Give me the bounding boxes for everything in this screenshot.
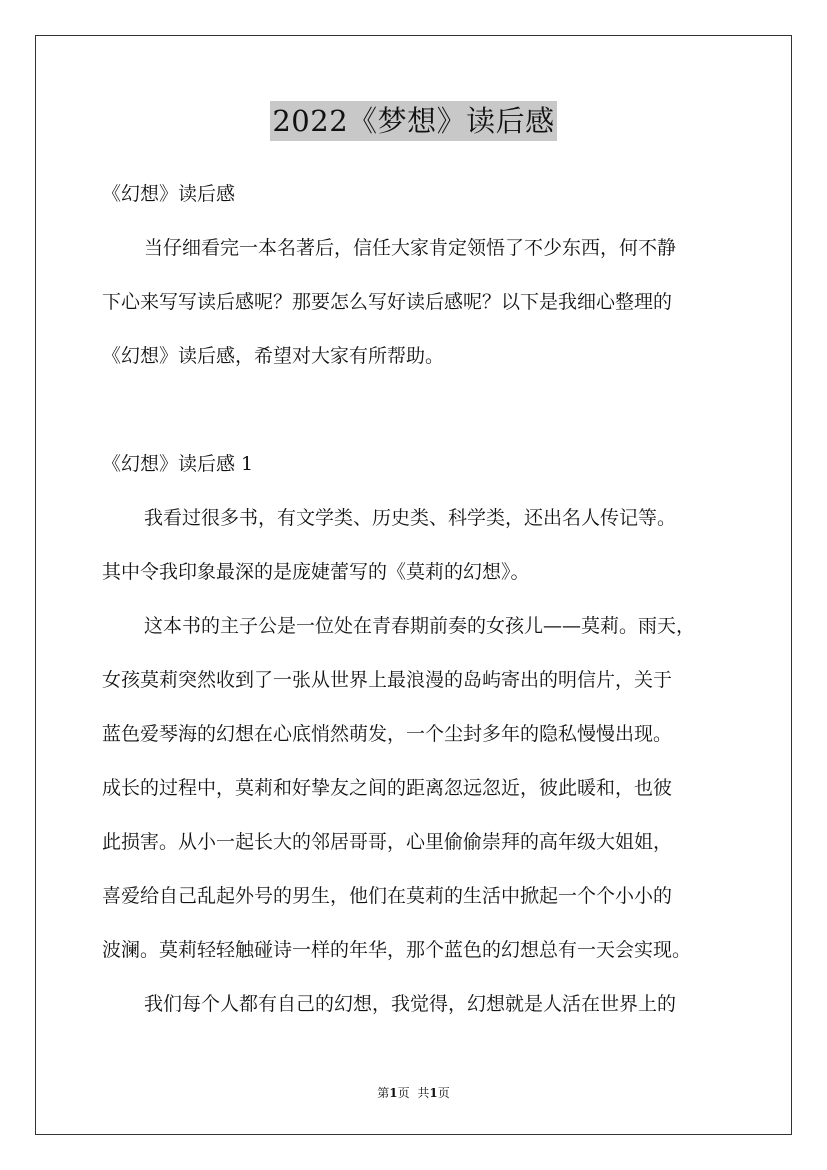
paragraph-line: 此损害。从小一起长大的邻居哥哥，心里偷偷崇拜的高年级大姐姐， [102,831,673,853]
intro-line: 当仔细看完一本名著后，信任大家肯定领悟了不少东西，何不静 [144,237,677,259]
paragraph-line: 成长的过程中，莫莉和好挚友之间的距离忽远忽近，彼此暖和，也彼 [102,777,673,799]
paragraph-line: 这本书的主子公是一位处在青春期前奏的女孩儿——莫莉。雨天， [144,615,696,637]
page-number: 1 [389,1086,398,1100]
paragraph-line: 我们每个人都有自己的幻想，我觉得，幻想就是人活在世界上的 [144,993,677,1015]
paragraph-line: 女孩莫莉突然收到了一张从世界上最浪漫的岛屿寄出的明信片，关于 [102,669,673,691]
page-footer [0,1085,827,1101]
page-prefix: 第 [377,1086,390,1100]
section-heading: 《幻想》读后感 1 [102,453,254,475]
total-prefix: 共 [417,1086,430,1100]
paragraph-line: 我看过很多书，有文学类、历史类、科学类，还出名人传记等。 [144,507,677,529]
subtitle: 《幻想》读后感 [102,183,236,205]
intro-line: 下心来写写读后感呢？那要怎么写好读后感呢？以下是我细心整理的 [102,291,673,313]
total-suffix: 页 [437,1086,450,1100]
paragraph-line: 波澜。莫莉轻轻触碰诗一样的年华，那个蓝色的幻想总有一天会实现。 [102,939,692,961]
paragraph-line: 蓝色爱琴海的幻想在心底悄然萌发，一个尘封多年的隐私慢慢出现。 [102,723,673,745]
title-container [0,101,827,141]
intro-line: 《幻想》读后感，希望对大家有所帮助。 [102,345,445,367]
paragraph-line: 喜爱给自己乱起外号的男生，他们在莫莉的生活中掀起一个个小小的 [102,885,673,907]
paragraph-line: 其中令我印象最深的是庞婕蕾写的《莫莉的幻想》。 [102,561,530,583]
page-suffix: 页 [397,1086,410,1100]
total-pages: 1 [429,1086,438,1100]
document-title: 2022《梦想》读后感 [270,101,556,141]
